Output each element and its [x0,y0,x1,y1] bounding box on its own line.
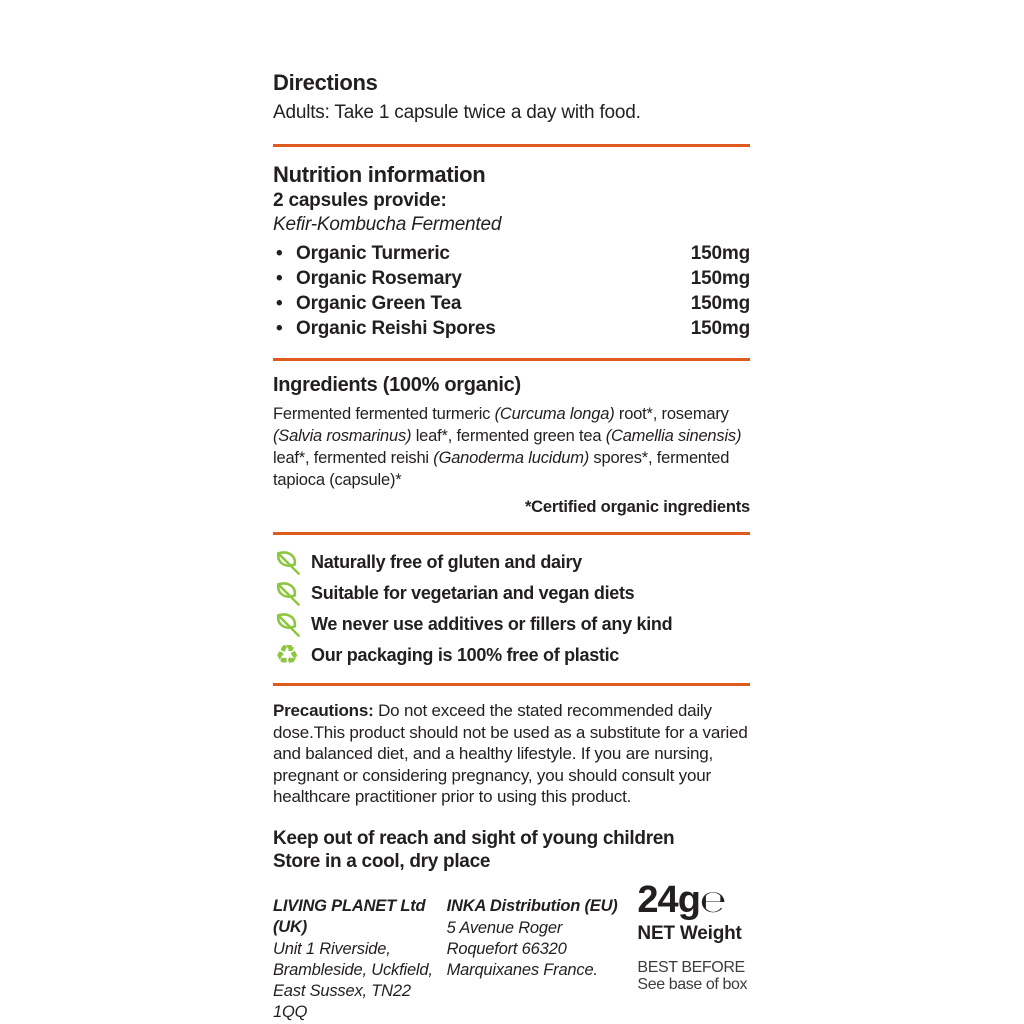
ingredient-segment: (Salvia rosmarinus) [273,427,412,445]
recycle-icon: ♻ [275,640,299,671]
ingredient-segment: (Curcuma longa) [494,405,615,423]
directions-heading: Directions [273,70,378,95]
ingredient-segment: root*, rosemary [614,405,729,423]
ingredient-segment: (Ganoderma lucidum) [433,449,590,467]
feature-row [273,640,750,671]
nutrition-item-amount: 150mg [690,268,750,289]
feature-row [273,547,750,578]
features-list [273,547,750,671]
distributor-address-line: East Sussex, TN22 1QQ [273,981,411,1021]
bullet-icon: • [276,293,283,314]
ingredients-text [273,403,750,491]
ingredient-segment: Fermented fermented turmeric [273,405,495,423]
feature-row [273,609,750,640]
nutrition-row [273,291,750,316]
leaf-icon [273,611,301,639]
nutrition-note: Kefir-Kombucha Fermented [273,214,502,235]
nutrition-item-name: • Organic Green Tea [273,291,461,316]
nutrition-row [273,316,750,341]
estimated-sign-icon: ℮ [699,883,727,920]
leaf-icon [273,580,301,608]
children-warning: Keep out of reach and sight of young children [273,827,675,849]
certified-footnote: *Certified organic ingredients [524,498,750,516]
distributor-address-line: Roquefort 66320 [446,939,567,958]
storage-warnings [273,827,750,873]
distributor-address-line: 5 Avenue Roger [446,918,563,937]
ingredients-heading: Ingredients (100% organic) [273,374,521,396]
ingredient-segment: spores*, fermented tapioca (capsule)* [273,449,730,489]
nutrition-row [273,241,750,266]
ingredient-segment: leaf*, fermented green tea [411,427,606,445]
precautions-label: Precautions: [273,701,374,720]
bullet-icon: • [276,268,283,289]
precautions-body: Do not exceed the stated recommended daily dose.This product should not be used as a substitute for a varied and balanced diet, and a healthy lifestyle. If you are nursing, pregnant or considering pregnancy, you should consult your healthcare practitioner prior to using this product. [273,701,748,806]
orange-divider [273,683,750,686]
leaf-icon [273,549,301,577]
nutrition-section [273,162,750,341]
nutrition-item-name: • Organic Turmeric [273,241,450,266]
net-weight-value: 24g℮ [637,878,727,921]
nutrition-item-name: • Organic Reishi Spores [273,316,496,341]
nutrition-heading: Nutrition information [273,162,486,187]
distributor-uk [273,882,447,1023]
distributor-name: INKA Distribution (EU) [446,896,618,915]
feature-text: Suitable for vegetarian and vegan diets [311,583,635,603]
product-label [273,70,750,1023]
best-before-label: BEST BEFORE [637,958,745,976]
nutrition-row [273,266,750,291]
net-weight-label: NET Weight [637,922,742,944]
feature-text: Our packaging is 100% free of plastic [311,645,620,665]
nutrition-rows [273,241,750,341]
orange-divider [273,358,750,361]
orange-divider [273,532,750,535]
precautions-text [273,700,750,808]
distributor-name: LIVING PLANET Ltd (UK) [273,896,426,936]
directions-text: Adults: Take 1 capsule twice a day with food. [273,102,641,123]
storage-instruction: Store in a cool, dry place [273,850,491,872]
distributor-address-line: Unit 1 Riverside, [273,939,391,958]
nutrition-item-amount: 150mg [690,243,750,264]
nutrition-item-amount: 150mg [690,293,750,314]
nutrition-subheading: 2 capsules provide: [273,190,447,211]
feature-text: We never use additives or fillers of any kind [311,614,673,634]
ingredients-section [273,374,750,517]
feature-row [273,578,750,609]
distributor-address-line: Brambleside, Uckfield, [273,960,433,979]
best-before-note: See base of box [637,975,748,993]
distributor-eu [447,882,638,1023]
nutrition-item-amount: 150mg [690,318,750,339]
distributor-address-line: Marquixanes France. [446,960,598,979]
ingredient-segment: (Camellia sinensis) [605,427,742,445]
net-weight-block [637,878,750,1023]
footer [273,878,750,1023]
feature-text: Naturally free of gluten and dairy [311,552,582,572]
nutrition-item-name: • Organic Rosemary [273,266,462,291]
orange-divider [273,144,750,147]
directions-section [273,70,750,124]
bullet-icon: • [276,318,283,339]
ingredient-segment: leaf*, fermented reishi [273,449,434,467]
bullet-icon: • [276,243,283,264]
